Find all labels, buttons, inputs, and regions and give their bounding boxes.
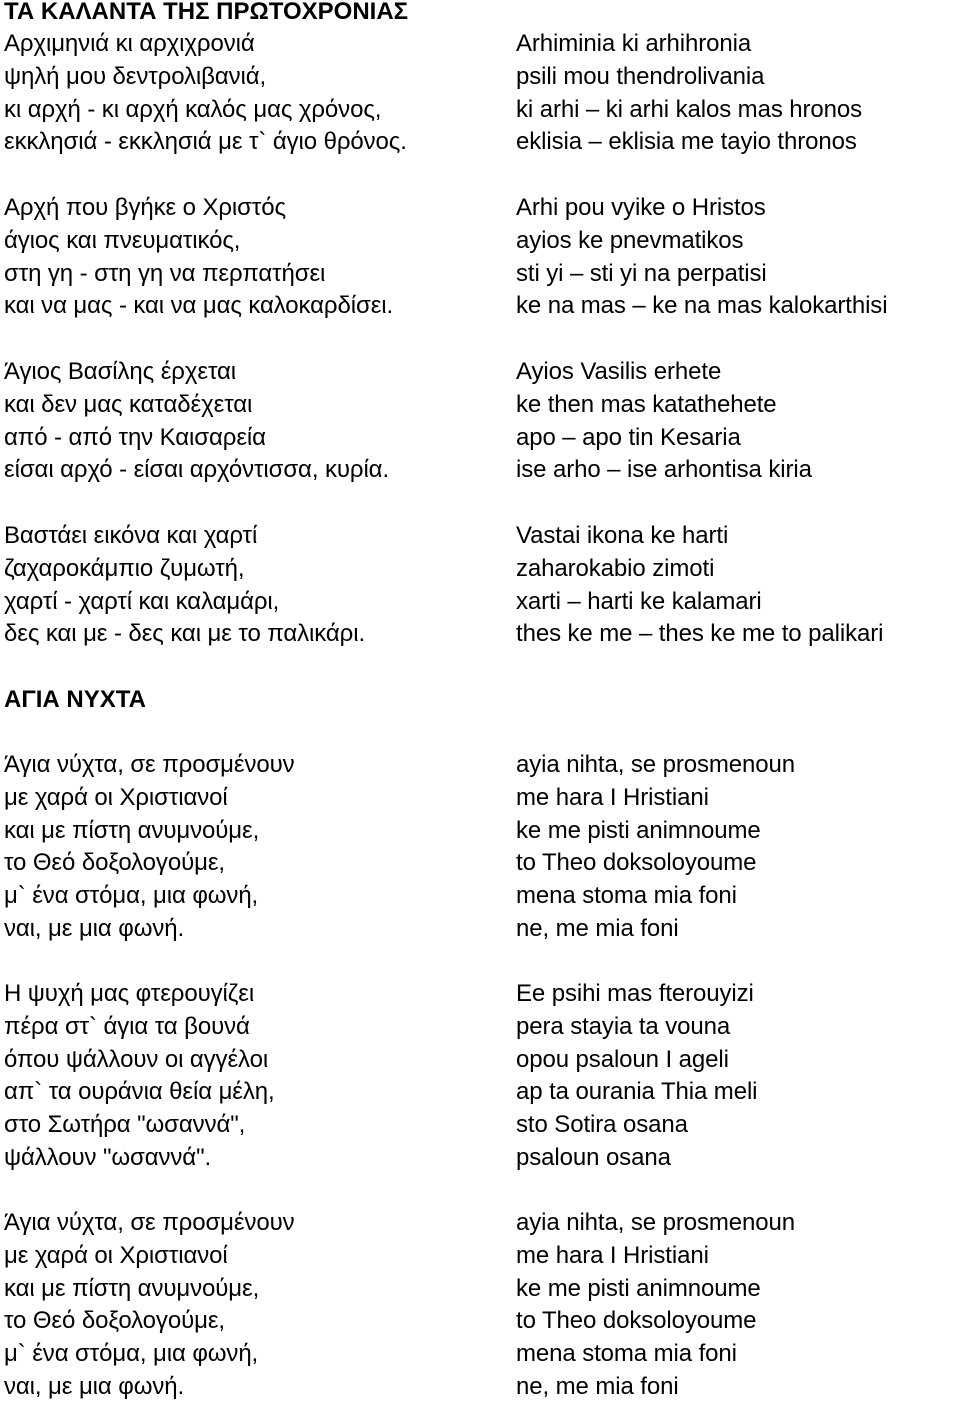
lyric-line: ne, me mia foni xyxy=(516,914,679,942)
lyric-line: και να μας - και να μας καλοκαρδίσει. xyxy=(4,292,394,320)
lyric-line: απ` τα ουράνια θεία μέλη, xyxy=(4,1078,275,1106)
lyric-line: είσαι αρχό - είσαι αρχόντισσα, κυρία. xyxy=(4,456,390,484)
lyric-line: στο Σωτήρα "ωσαννά", xyxy=(4,1111,246,1138)
lyric-line: Ayios Vasilis erhete xyxy=(516,358,722,385)
lyric-line: Βαστάει εικόνα και χαρτί xyxy=(4,522,258,549)
lyric-line: ayia nihta, se prosmenoun xyxy=(516,751,796,778)
lyric-line: ayios ke pnevmatikos xyxy=(516,226,744,254)
lyric-line: Άγια νύχτα, σε προσμένουν xyxy=(4,751,295,778)
stanza-greek xyxy=(4,28,407,159)
lyric-line: άγιος και πνευματικός, xyxy=(4,226,241,254)
lyric-line: opou psaloun I ageli xyxy=(516,1045,729,1073)
lyric-line: eklisia – eklisia me tayio thronos xyxy=(516,128,857,156)
lyric-line: apo – apo tin Kesaria xyxy=(516,423,741,451)
lyric-line: ke me pisti animnoume xyxy=(516,1274,761,1302)
stanza-greek xyxy=(4,192,393,323)
lyric-line: sto Sotira osana xyxy=(516,1111,688,1138)
lyric-line: psili mou thendrolivania xyxy=(516,62,765,90)
lyric-line: όπου ψάλλουν οι αγγέλοι xyxy=(4,1045,269,1073)
lyric-line: xarti – harti ke kalamari xyxy=(516,587,762,615)
lyric-line: ise arho – ise arhontisa kiria xyxy=(516,456,812,484)
lyric-line: me hara I Hristiani xyxy=(516,1241,709,1269)
stanza-greek xyxy=(4,356,389,487)
lyric-line: Αρχή που βγήκε ο Χριστός xyxy=(4,194,286,221)
lyric-line: ψάλλουν "ωσαννά". xyxy=(4,1143,212,1171)
lyric-line: το Θεό δοξολογούμε, xyxy=(4,1307,225,1335)
song-title: ΑΓΙΑ ΝΥΧΤΑ xyxy=(4,686,146,713)
lyric-line: μ` ένα στόμα, μια φωνή, xyxy=(4,882,259,909)
lyric-line: mena stoma mia foni xyxy=(516,1340,737,1367)
stanza-transliteration xyxy=(516,356,812,487)
lyric-line: Arhiminia ki arhihronia xyxy=(516,30,752,57)
stanza-greek xyxy=(4,1207,295,1404)
lyric-line: μ` ένα στόμα, μια φωνή, xyxy=(4,1340,259,1367)
lyric-line: me hara I Hristiani xyxy=(516,783,709,811)
lyric-line: Arhi pou vyike o Hristos xyxy=(516,194,766,221)
lyric-line: ayia nihta, se prosmenoun xyxy=(516,1209,796,1236)
lyric-line: ke then mas katathehete xyxy=(516,390,777,418)
lyric-line: Vastai ikona ke harti xyxy=(516,522,729,549)
lyric-line: και δεν μας καταδέχεται xyxy=(4,390,253,418)
stanza-transliteration xyxy=(516,749,795,946)
stanza-greek xyxy=(4,520,365,651)
lyric-line: με χαρά οι Χριστιανοί xyxy=(4,1241,228,1269)
lyric-line: to Theo doksoloyoume xyxy=(516,1307,757,1335)
lyric-line: Η ψυχή μας φτερουγίζει xyxy=(4,980,255,1007)
stanza-transliteration xyxy=(516,28,862,159)
lyric-line: Άγιος Βασίλης έρχεται xyxy=(4,358,237,385)
lyric-line: χαρτί - χαρτί και καλαμάρι, xyxy=(4,587,280,615)
lyric-line: και με πίστη ανυμνούμε, xyxy=(4,816,260,844)
lyric-line: ναι, με μια φωνή. xyxy=(4,914,185,942)
lyric-line: mena stoma mia foni xyxy=(516,882,737,909)
lyric-line: ki arhi – ki arhi kalos mas hronos xyxy=(516,95,863,123)
lyric-line: και με πίστη ανυμνούμε, xyxy=(4,1274,260,1302)
stanza-transliteration xyxy=(516,978,757,1175)
lyric-line: psaloun osana xyxy=(516,1143,671,1171)
stanza-transliteration xyxy=(516,520,883,651)
lyric-line: το Θεό δοξολογούμε, xyxy=(4,849,225,877)
lyric-line: sti yi – sti yi na perpatisi xyxy=(516,259,767,287)
lyric-line: ke na mas – ke na mas kalokarthisi xyxy=(516,292,888,320)
lyric-line: ζαχαροκάμπιο ζυμωτή, xyxy=(4,554,245,582)
stanza-transliteration xyxy=(516,1207,795,1404)
lyric-line: ψηλή μου δεντρολιβανιά, xyxy=(4,62,267,90)
lyric-line: pera stayia ta vouna xyxy=(516,1012,731,1040)
lyric-line: εκκλησιά - εκκλησιά με τ` άγιο θρόνος. xyxy=(4,128,407,156)
lyric-line: πέρα στ` άγια τα βουνά xyxy=(4,1012,250,1040)
lyric-line: thes ke me – thes ke me to palikari xyxy=(516,620,884,648)
stanza-greek xyxy=(4,978,275,1175)
lyric-line: κι αρχή - κι αρχή καλός μας χρόνος, xyxy=(4,95,382,123)
lyric-line: ap ta ourania Thia meli xyxy=(516,1078,758,1106)
lyric-line: Ee psihi mas fterouyizi xyxy=(516,980,754,1007)
lyric-line: to Theo doksoloyoume xyxy=(516,849,757,877)
stanza-transliteration xyxy=(516,192,887,323)
lyric-line: στη γη - στη γη να περπατήσει xyxy=(4,259,326,287)
lyric-line: ne, me mia foni xyxy=(516,1372,679,1400)
song-title: ΤΑ ΚΑΛΑΝΤΑ ΤΗΣ ΠΡΩΤΟΧΡΟΝΙΑΣ xyxy=(4,0,409,25)
lyric-line: zaharokabio zimoti xyxy=(516,554,715,582)
lyric-line: Αρχιμηνιά κι αρχιχρονιά xyxy=(4,30,255,57)
lyric-line: Άγια νύχτα, σε προσμένουν xyxy=(4,1209,295,1236)
lyric-line: δες και με - δες και με το παλικάρι. xyxy=(4,620,366,648)
lyric-line: με χαρά οι Χριστιανοί xyxy=(4,783,228,811)
lyric-line: ke me pisti animnoume xyxy=(516,816,761,844)
stanza-greek xyxy=(4,749,295,946)
lyric-line: ναι, με μια φωνή. xyxy=(4,1372,185,1400)
lyric-line: από - από την Καισαρεία xyxy=(4,423,266,451)
